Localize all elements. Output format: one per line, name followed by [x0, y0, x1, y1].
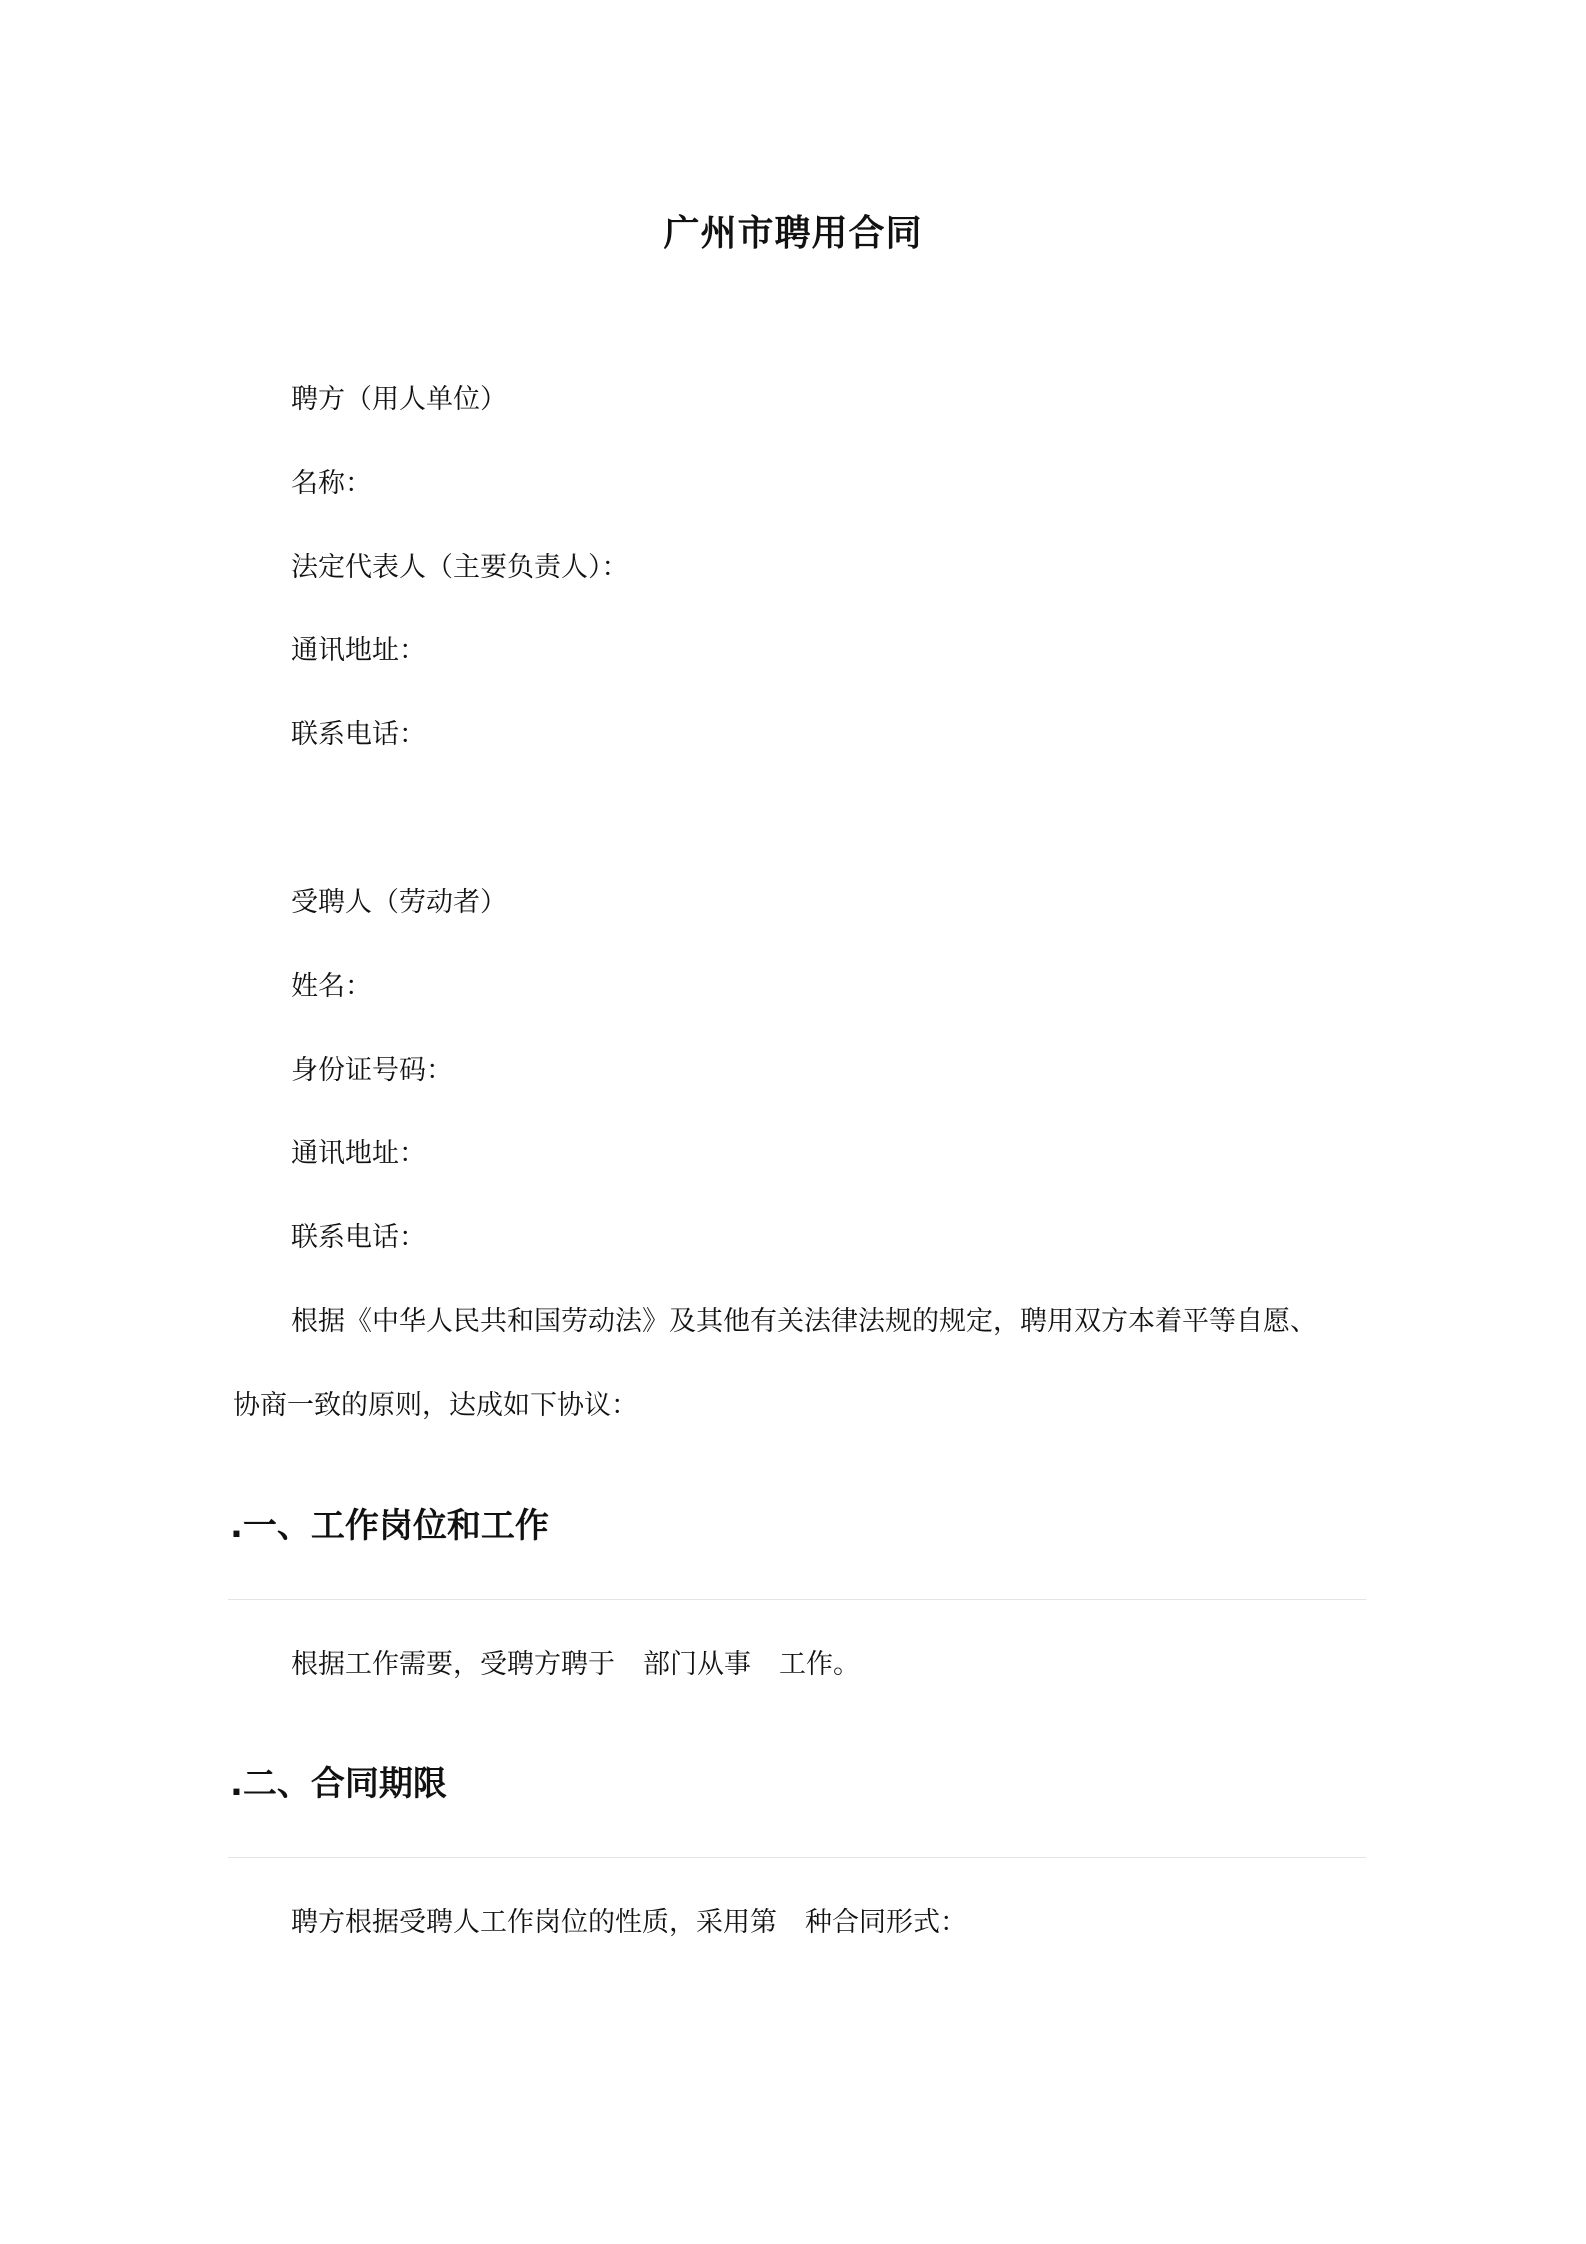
document-title: 广州市聘用合同: [663, 213, 923, 254]
section-1-heading: .一、工作岗位和工作: [230, 1506, 549, 1546]
section-2-body-part: 种合同形式：: [805, 1907, 967, 1938]
section-2-body: [291, 1903, 967, 1943]
employer-name-label: 名称：: [291, 468, 372, 499]
section-1-body-part: 根据工作需要，受聘方聘于: [291, 1649, 615, 1680]
employee-address-label: 通讯地址：: [291, 1138, 426, 1169]
employer-address-label: 通讯地址：: [291, 635, 426, 666]
section-1-body-part: 部门从事: [643, 1649, 751, 1680]
employee-phone-label: 联系电话：: [291, 1222, 426, 1253]
section-1-body: [291, 1645, 860, 1685]
section-2-body-part: 聘方根据受聘人工作岗位的性质，采用第: [291, 1907, 777, 1938]
section-1-body-part: 工作。: [779, 1649, 860, 1680]
employee-id-label: 身份证号码：: [291, 1055, 453, 1086]
employer-phone-label: 联系电话：: [291, 719, 426, 750]
employer-representative-label: 法定代表人（主要负责人）：: [291, 552, 629, 583]
section-2-divider: [228, 1857, 1366, 1858]
employer-heading: 聘方（用人单位）: [291, 384, 507, 415]
section-2-heading: .二、合同期限: [230, 1764, 447, 1804]
preamble-line-1: 根据《中华人民共和国劳动法》及其他有关法律法规的规定，聘用双方本着平等自愿、: [291, 1306, 1317, 1337]
section-1-divider: [228, 1599, 1366, 1600]
employee-name-label: 姓名：: [291, 971, 372, 1002]
employee-heading: 受聘人（劳动者）: [291, 887, 507, 918]
preamble-line-2: 协商一致的原则，达成如下协议：: [233, 1390, 638, 1421]
